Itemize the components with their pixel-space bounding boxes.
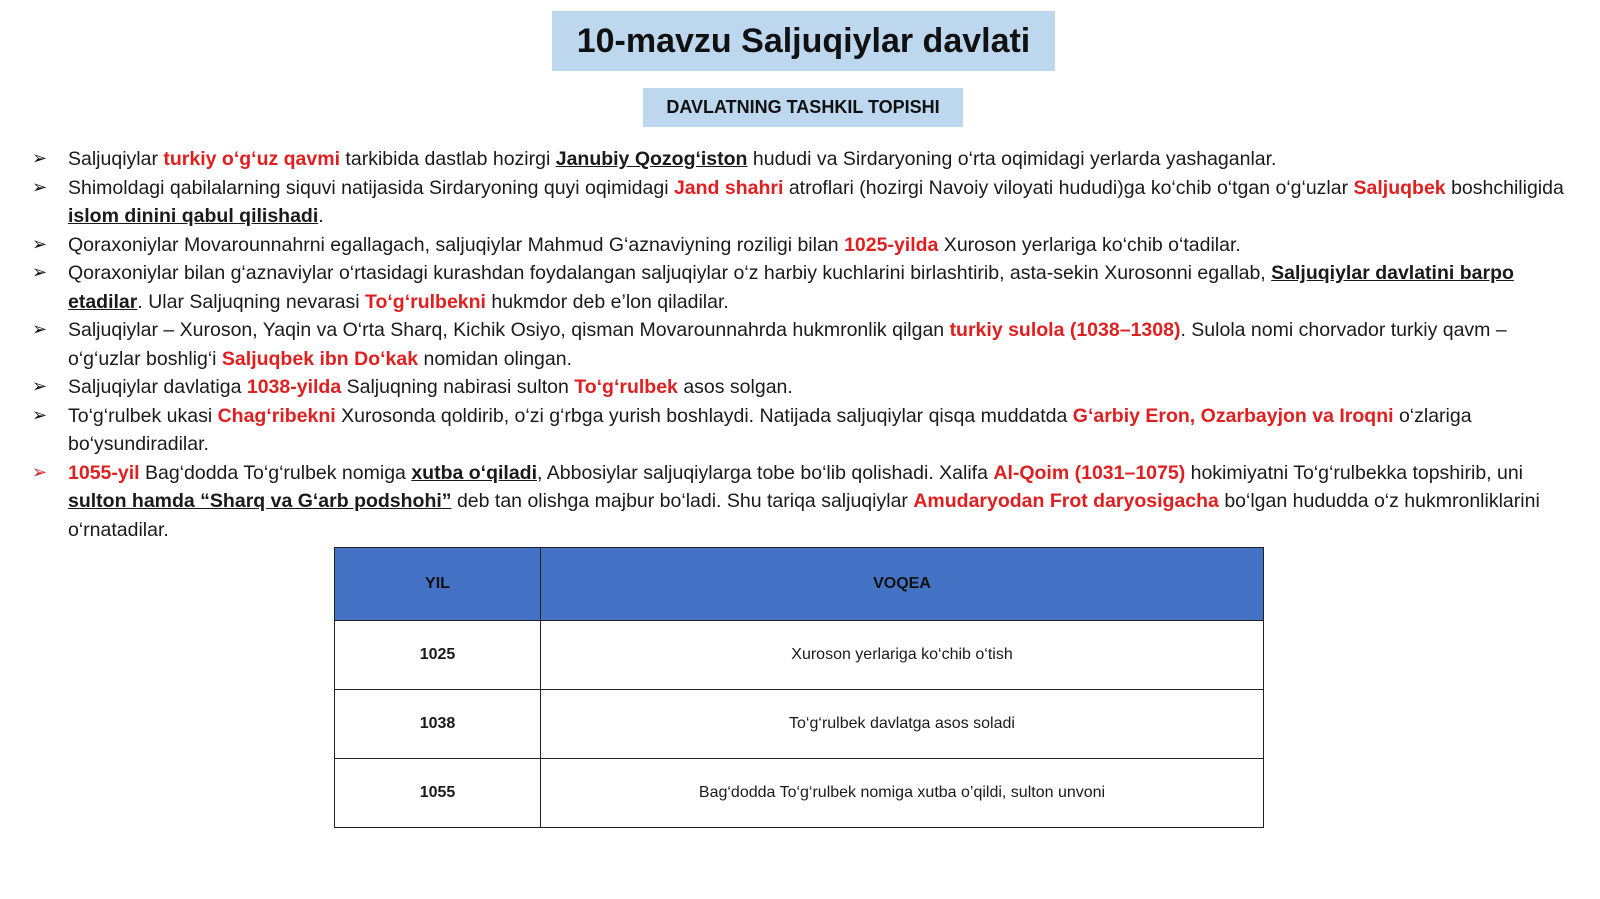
bullet-item-1 xyxy=(30,145,1575,174)
bullet-item-2 xyxy=(30,174,1575,231)
bullet-item-8 xyxy=(30,459,1575,545)
arrowhead-bullet-icon: ➢ xyxy=(32,376,48,397)
highlight-text: Saljuqbek ibn Do‘kak xyxy=(221,347,419,370)
event-cell: Bag‘dodda To‘g‘rulbek nomiga xutba o’qildi, sulton unvoni xyxy=(541,759,1264,828)
highlight-text: To‘g‘rulbek xyxy=(574,376,678,398)
highlight-text: Saljuqbek xyxy=(1353,176,1446,199)
bullet-text: hududi va Sirdaryoning o‘rta oqimidagi yerlarda yashaganlar. xyxy=(747,148,1277,170)
column-header-year: YIL xyxy=(335,548,541,621)
bullet-text: To‘g‘rulbek ukasi xyxy=(68,404,218,427)
bullet-text: Saljuqiylar xyxy=(68,148,164,170)
column-header-event: VOQEA xyxy=(541,548,1264,621)
bullet-text: Saljuqning nabirasi sulton xyxy=(341,376,575,398)
arrowhead-bullet-icon: ➢ xyxy=(32,176,48,198)
table-row xyxy=(335,759,1264,828)
highlight-text: turkiy sulola (1038–1308) xyxy=(949,319,1181,341)
bullet-text: nomidan olingan. xyxy=(418,347,573,370)
underlined-text: Janubiy Qozog‘iston xyxy=(555,148,748,170)
bullet-item-3 xyxy=(30,231,1575,260)
events-table xyxy=(334,547,1264,828)
bullet-text: . Ular Saljuqning nevarasi xyxy=(137,290,365,313)
arrowhead-bullet-icon: ➢ xyxy=(32,148,48,169)
bullet-item-6 xyxy=(30,373,1575,402)
table-row xyxy=(335,621,1264,690)
table-row xyxy=(335,690,1264,759)
subtitle-box xyxy=(643,88,963,127)
underlined-text: xutba o‘qiladi xyxy=(411,461,537,484)
bullet-item-7 xyxy=(30,402,1575,459)
bullet-text: , Abbosiylar saljuqiylarga tobe bo‘lib qolishadi. Xalifa xyxy=(537,461,994,484)
bullet-text: Qoraxoniylar Movarounnahrni egallagach, saljuqiylar Mahmud G‘aznaviyning roziligi bilan xyxy=(68,233,845,256)
bullet-text: tarkibida dastlab hozirgi xyxy=(340,148,556,170)
page-title: 10-mavzu Saljuqiylar davlati xyxy=(576,21,1031,60)
bullet-text: boshchiligida xyxy=(1445,176,1564,199)
underlined-text: sulton hamda “Sharq va G‘arb podshohi” xyxy=(68,490,452,512)
year-cell: 1025 xyxy=(335,621,541,690)
bullet-list xyxy=(30,145,1575,544)
bullet-text: . Sulola nomi chorvador turkiy qavm – o‘g‘uzlar boshlig‘i xyxy=(68,319,1507,370)
bullet-item-4 xyxy=(30,259,1575,316)
bullet-text: atroflari (hozirgi Navoiy viloyati hududi)ga ko‘chib o‘tgan o‘g‘uzlar xyxy=(783,176,1354,199)
underlined-text: Saljuqiylar davlatini barpo etadilar xyxy=(68,262,1514,313)
bullet-text: . xyxy=(318,205,324,227)
bullet-item-5 xyxy=(30,316,1575,373)
year-cell: 1038 xyxy=(335,690,541,759)
bullet-text: asos solgan. xyxy=(677,376,793,398)
bullet-text: Xurosonda qoldirib, o‘zi g‘rbga yurish boshlaydi. Natijada saljuqiylar qisqa muddatda xyxy=(335,404,1073,427)
arrowhead-bullet-icon: ➢ xyxy=(32,262,48,283)
bullet-text: hukmdor deb e’lon qiladilar. xyxy=(485,290,729,313)
arrowhead-bullet-icon: ➢ xyxy=(32,319,48,340)
highlight-text: To‘g‘rulbekni xyxy=(365,290,486,313)
table-header-row xyxy=(335,548,1264,621)
event-cell: Xuroson yerlariga ko‘chib o‘tish xyxy=(541,621,1264,690)
bullet-text: o‘zlariga bo‘ysundiradilar. xyxy=(68,404,1472,455)
section-subtitle: DAVLATNING TASHKIL TOPISHI xyxy=(666,97,940,117)
highlight-text: Al-Qoim (1031–1075) xyxy=(993,461,1186,484)
bullet-text: Xuroson yerlariga ko‘chib o‘tadilar. xyxy=(938,233,1241,256)
bullet-text: Shimoldagi qabilalarning siquvi natijasida Sirdaryoning quyi oqimidagi xyxy=(68,176,674,199)
bullet-text: Qoraxoniylar bilan g‘aznaviylar o‘rtasidagi kurashdan foydalangan saljuqiylar o‘z harbiy kuchlarini birlashtirib, asta-sekin Xurosonni egallab, xyxy=(68,262,1272,284)
bullet-text: hokimiyatni To‘g‘rulbekka topshirib, uni xyxy=(1185,461,1524,484)
bullet-text: bo‘lgan hududda o‘z hukmronliklarini o‘rnatadilar. xyxy=(68,490,1540,541)
highlight-text: 1038-yilda xyxy=(246,376,342,398)
arrowhead-bullet-icon: ➢ xyxy=(32,233,48,255)
title-box xyxy=(552,11,1055,71)
highlight-text: 1055-yil xyxy=(68,461,140,484)
arrowhead-bullet-icon: ➢ xyxy=(32,404,48,426)
bullet-text: Bag‘dodda To‘g‘rulbek nomiga xyxy=(139,461,412,484)
bullet-text: Saljuqiylar – Xuroson, Yaqin va O‘rta Sharq, Kichik Osiyo, qisman Movarounnahrda hukmronlik qilgan xyxy=(68,319,950,341)
bullet-text: deb tan olishga majbur bo‘ladi. Shu tariqa saljuqiylar xyxy=(451,490,914,512)
highlight-text: Chag‘ribekni xyxy=(217,404,336,427)
year-cell: 1055 xyxy=(335,759,541,828)
arrowhead-bullet-icon: ➢ xyxy=(32,461,48,483)
event-cell: To‘g‘rulbek davlatga asos soladi xyxy=(541,690,1264,759)
highlight-text: Amudaryodan Frot daryosigacha xyxy=(913,490,1219,512)
bullet-text: Saljuqiylar davlatiga xyxy=(68,376,247,398)
underlined-text: islom dinini qabul qilishadi xyxy=(68,205,319,227)
highlight-text: Jand shahri xyxy=(673,176,784,199)
highlight-text: G‘arbiy Eron, Ozarbayjon va Iroqni xyxy=(1072,404,1394,427)
highlight-text: 1025-yilda xyxy=(844,233,939,256)
highlight-text: turkiy o‘g‘uz qavmi xyxy=(163,148,341,170)
